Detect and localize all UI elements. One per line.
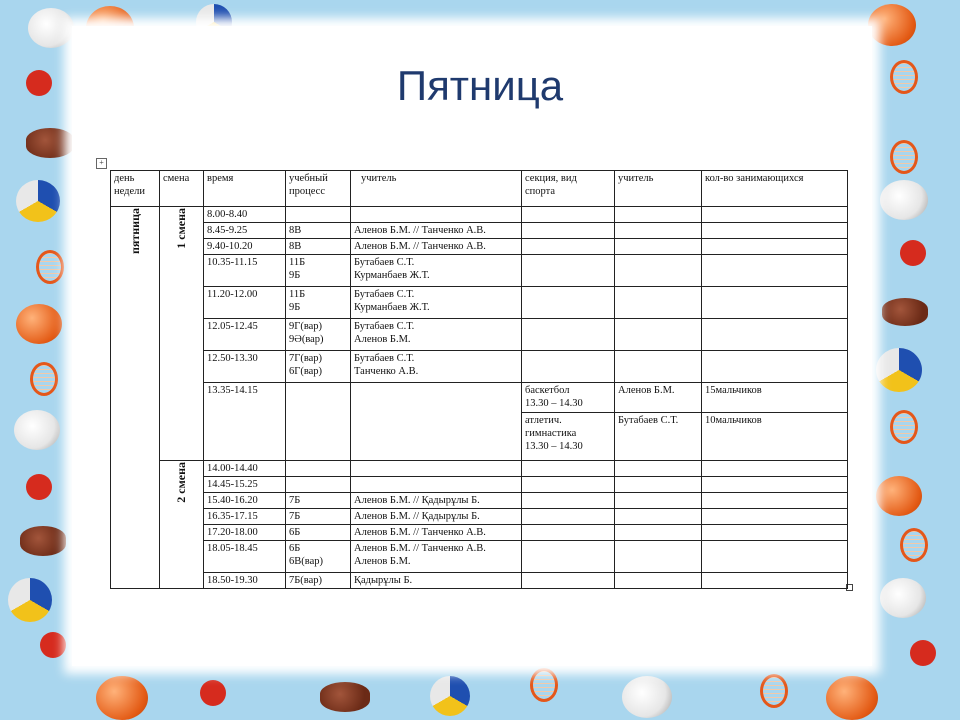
process-cell: 9Г(вар) 9Ә(вар) bbox=[286, 319, 351, 351]
teacher-cell bbox=[351, 207, 522, 223]
day-label: пятница bbox=[127, 208, 142, 255]
count-cell bbox=[702, 223, 848, 239]
header-process: учебный процесс bbox=[286, 171, 351, 207]
table-row bbox=[111, 477, 848, 493]
ping-pong-paddle-icon bbox=[910, 640, 936, 666]
tennis-racket-icon bbox=[36, 250, 64, 284]
table-row bbox=[111, 287, 848, 319]
teacher-cell: Аленов Б.М. // Танченко А.В. Аленов Б.М. bbox=[351, 541, 522, 573]
process-cell: 8В bbox=[286, 239, 351, 255]
table-row bbox=[111, 223, 848, 239]
time-cell: 12.05-12.45 bbox=[204, 319, 286, 351]
time-cell: 15.40-16.20 bbox=[204, 493, 286, 509]
section-cell bbox=[522, 319, 615, 351]
table-row bbox=[111, 255, 848, 287]
table-row bbox=[111, 509, 848, 525]
table-row bbox=[111, 525, 848, 541]
shift-1-label: 1 смена bbox=[174, 208, 188, 249]
count-cell bbox=[702, 239, 848, 255]
section-cell bbox=[522, 541, 615, 573]
teacher-cell: Бутабаев С.Т. Курманбаев Ж.Т. bbox=[351, 255, 522, 287]
table-row bbox=[111, 239, 848, 255]
time-cell: 14.00-14.40 bbox=[204, 461, 286, 477]
ping-pong-paddle-icon bbox=[26, 474, 52, 500]
shift-2-label: 2 смена bbox=[174, 462, 188, 503]
count-cell bbox=[702, 541, 848, 573]
table-row bbox=[111, 573, 848, 589]
ping-pong-paddle-icon bbox=[200, 680, 226, 706]
teacher-2-cell bbox=[615, 525, 702, 541]
volleyball-icon bbox=[8, 578, 52, 622]
section-cell bbox=[522, 573, 615, 589]
teacher-2-cell: Аленов Б.М. bbox=[615, 383, 702, 413]
basketball-icon bbox=[876, 476, 922, 516]
time-cell: 12.50-13.30 bbox=[204, 351, 286, 383]
count-cell bbox=[702, 509, 848, 525]
schedule-table bbox=[110, 170, 848, 589]
count-cell bbox=[702, 461, 848, 477]
teacher-2-cell bbox=[615, 509, 702, 525]
time-cell: 9.40-10.20 bbox=[204, 239, 286, 255]
process-cell: 11Б 9Б bbox=[286, 255, 351, 287]
section-cell bbox=[522, 255, 615, 287]
section-cell bbox=[522, 461, 615, 477]
soccer-ball-icon bbox=[14, 410, 60, 450]
teacher-2-cell bbox=[615, 319, 702, 351]
time-cell: 13.35-14.15 bbox=[204, 383, 286, 461]
teacher-2-cell bbox=[615, 287, 702, 319]
table-header-row bbox=[111, 171, 848, 207]
count-cell: 10мальчиков bbox=[702, 413, 848, 461]
process-cell: 8В bbox=[286, 223, 351, 239]
count-cell bbox=[702, 287, 848, 319]
teacher-cell: Аленов Б.М. // Танченко А.В. bbox=[351, 525, 522, 541]
teacher-2-cell: Бутабаев С.Т. bbox=[615, 413, 702, 461]
teacher-2-cell bbox=[615, 461, 702, 477]
soccer-ball-icon bbox=[880, 180, 928, 220]
header-count: кол-во занимающихся bbox=[702, 171, 848, 207]
section-cell bbox=[522, 509, 615, 525]
rugby-ball-icon bbox=[26, 128, 74, 158]
slide-title: Пятница bbox=[396, 62, 564, 109]
basketball-icon bbox=[868, 4, 916, 46]
volleyball-icon bbox=[430, 676, 470, 716]
rugby-ball-icon bbox=[882, 298, 928, 326]
process-cell: 7Б(вар) bbox=[286, 573, 351, 589]
time-cell: 16.35-17.15 bbox=[204, 509, 286, 525]
time-cell: 8.45-9.25 bbox=[204, 223, 286, 239]
count-cell bbox=[702, 319, 848, 351]
soccer-ball-icon bbox=[622, 676, 672, 718]
header-teacher: учитель bbox=[351, 171, 522, 207]
process-cell: 7Б bbox=[286, 509, 351, 525]
count-cell bbox=[702, 351, 848, 383]
teacher-2-cell bbox=[615, 255, 702, 287]
section-cell bbox=[522, 207, 615, 223]
tennis-racket-icon bbox=[530, 668, 558, 702]
teacher-cell: Бутабаев С.Т. Курманбаев Ж.Т. bbox=[351, 287, 522, 319]
tennis-racket-icon bbox=[30, 362, 58, 396]
volleyball-icon bbox=[16, 180, 60, 222]
soccer-ball-icon bbox=[880, 578, 926, 618]
time-cell: 11.20-12.00 bbox=[204, 287, 286, 319]
basketball-icon bbox=[826, 676, 878, 720]
shift-2-cell bbox=[160, 461, 204, 589]
shift-1-cell bbox=[160, 207, 204, 461]
teacher-cell: Аленов Б.М. // Танченко А.В. bbox=[351, 223, 522, 239]
process-cell: 6Б 6В(вар) bbox=[286, 541, 351, 573]
teacher-2-cell bbox=[615, 541, 702, 573]
rugby-ball-icon bbox=[20, 526, 66, 556]
count-cell bbox=[702, 477, 848, 493]
table-row bbox=[111, 351, 848, 383]
tennis-racket-icon bbox=[890, 410, 918, 444]
volleyball-icon bbox=[876, 348, 922, 392]
section-cell: баскетбол 13.30 – 14.30 bbox=[522, 383, 615, 413]
time-cell: 17.20-18.00 bbox=[204, 525, 286, 541]
teacher-cell: Аленов Б.М. // Танченко А.В. bbox=[351, 239, 522, 255]
process-cell bbox=[286, 477, 351, 493]
teacher-2-cell bbox=[615, 493, 702, 509]
table-row bbox=[111, 461, 848, 477]
header-time: время bbox=[204, 171, 286, 207]
process-cell bbox=[286, 383, 351, 461]
process-cell: 7Г(вар) 6Г(вар) bbox=[286, 351, 351, 383]
section-cell bbox=[522, 493, 615, 509]
ping-pong-paddle-icon bbox=[900, 240, 926, 266]
header-day: день недели bbox=[111, 171, 160, 207]
count-cell bbox=[702, 525, 848, 541]
teacher-cell bbox=[351, 383, 522, 461]
count-cell bbox=[702, 255, 848, 287]
process-cell: 6Б bbox=[286, 525, 351, 541]
teacher-2-cell bbox=[615, 477, 702, 493]
ping-pong-paddle-icon bbox=[40, 632, 66, 658]
tennis-racket-icon bbox=[900, 528, 928, 562]
count-cell: 15мальчиков bbox=[702, 383, 848, 413]
table-row bbox=[111, 383, 848, 413]
teacher-2-cell bbox=[615, 351, 702, 383]
teacher-cell: Қадырұлы Б. bbox=[351, 573, 522, 589]
header-shift: смена bbox=[160, 171, 204, 207]
teacher-2-cell bbox=[615, 207, 702, 223]
section-cell bbox=[522, 223, 615, 239]
table-row bbox=[111, 541, 848, 573]
section-cell bbox=[522, 477, 615, 493]
teacher-cell bbox=[351, 461, 522, 477]
soccer-ball-icon bbox=[28, 8, 74, 48]
table-row bbox=[111, 493, 848, 509]
teacher-2-cell bbox=[615, 239, 702, 255]
table-move-handle-icon[interactable]: + bbox=[96, 158, 107, 169]
process-cell bbox=[286, 207, 351, 223]
time-cell: 8.00-8.40 bbox=[204, 207, 286, 223]
table-row bbox=[111, 207, 848, 223]
time-cell: 18.05-18.45 bbox=[204, 541, 286, 573]
process-cell bbox=[286, 461, 351, 477]
section-cell bbox=[522, 287, 615, 319]
header-teacher-2: учитель bbox=[615, 171, 702, 207]
time-cell: 14.45-15.25 bbox=[204, 477, 286, 493]
time-cell: 18.50-19.30 bbox=[204, 573, 286, 589]
teacher-cell: Бутабаев С.Т. Танченко А.В. bbox=[351, 351, 522, 383]
rugby-ball-icon bbox=[320, 682, 370, 712]
basketball-icon bbox=[96, 676, 148, 720]
header-section: секция, вид спорта bbox=[522, 171, 615, 207]
section-cell bbox=[522, 525, 615, 541]
table-row bbox=[111, 319, 848, 351]
process-cell: 11Б 9Б bbox=[286, 287, 351, 319]
count-cell bbox=[702, 573, 848, 589]
process-cell: 7Б bbox=[286, 493, 351, 509]
tennis-racket-icon bbox=[760, 674, 788, 708]
teacher-cell: Аленов Б.М. // Қадырұлы Б. bbox=[351, 509, 522, 525]
section-cell: атлетич. гимнастика 13.30 – 14.30 bbox=[522, 413, 615, 461]
teacher-cell: Бутабаев С.Т. Аленов Б.М. bbox=[351, 319, 522, 351]
tennis-racket-icon bbox=[890, 140, 918, 174]
teacher-cell: Аленов Б.М. // Қадырұлы Б. bbox=[351, 493, 522, 509]
section-cell bbox=[522, 351, 615, 383]
count-cell bbox=[702, 207, 848, 223]
time-cell: 10.35-11.15 bbox=[204, 255, 286, 287]
teacher-2-cell bbox=[615, 223, 702, 239]
teacher-cell bbox=[351, 477, 522, 493]
day-cell bbox=[111, 207, 160, 589]
teacher-2-cell bbox=[615, 573, 702, 589]
section-cell bbox=[522, 239, 615, 255]
count-cell bbox=[702, 493, 848, 509]
basketball-icon bbox=[16, 304, 62, 344]
